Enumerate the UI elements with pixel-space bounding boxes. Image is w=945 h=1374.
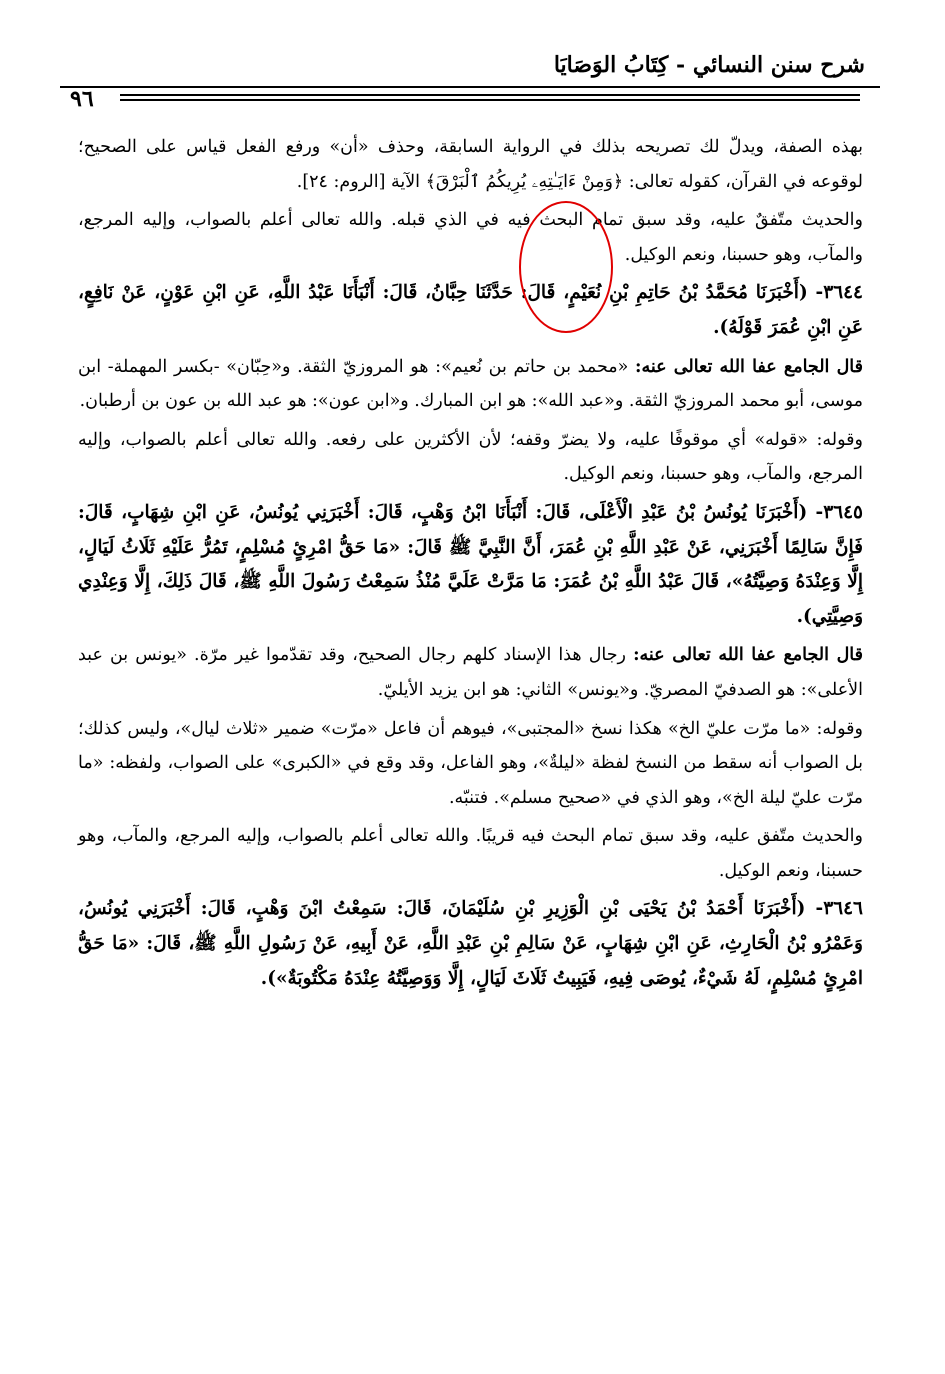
page-body (78, 130, 863, 1000)
page-number: ٩٦ (70, 86, 94, 112)
commentary-lead: قال الجامع عفا الله تعالى عنه: (633, 645, 863, 666)
header-double-rule (120, 94, 860, 104)
commentary-3645 (78, 638, 863, 707)
paragraph-2: والحديث متّفقٌ عليه، وقد سبق تمام البحث فيه في الذي قبله. والله تعالى أعلم بالصواب، وإليه المرجع، والمآب، وهو حسبنا، ونعم الوكيل. (78, 210, 863, 265)
paragraph-9: والحديث متّفق عليه، وقد سبق تمام البحث فيه قريبًا. والله تعالى أعلم بالصواب، وإليه المرجع، والمآب، وهو حسبنا، ونعم الوكيل. (78, 826, 863, 881)
hadith-3644: ٣٦٤٤- (أَخْبَرَنَا مُحَمَّدُ بْنُ حَاتِمِ بْنِ نُعَيْمٍ، قَالَ: حَدَّثَنَا حِبَّانُ، قَالَ: أَنْبَأَنَا عَبْدُ اللَّهِ، عَنِ ابْنِ عَوْنٍ، عَنْ نَافِعٍ، عَنِ ابْنِ عُمَرَ قَوْلَهُ). (78, 282, 863, 338)
commentary-text: «محمد بن حاتم بن نُعيم»: هو المروزيّ الثقة. و«حِبّان» -بكسر المهملة- ابن موسى، أبو محمد المروزيّ الثقة. و«عبد الله»: هو ابن المبارك. و«ابن عون»: هو عبد الله بن عون بن أرطبان. (78, 356, 863, 412)
header-rule (60, 86, 880, 88)
paragraph-1: بهذه الصفة، ويدلّ لك تصريحه بذلك في الرواية السابقة، وحذف «أن» ورفع الفعل قياس على الصحيح؛ لوقوعه في القرآن، كقوله تعالى: ﴿وَمِنْ ءَايَـٰتِهِۦ يُرِيكُمُ ٱلْبَرْقَ﴾ الآية [الروم: ٢٤]. (78, 137, 863, 192)
red-annotation-circle (519, 201, 613, 333)
hadith-3645: ٣٦٤٥- (أَخْبَرَنَا يُونُسُ بْنُ عَبْدِ الْأَعْلَى، قَالَ: أَنْبَأَنَا ابْنُ وَهْبٍ، قَالَ: أَخْبَرَنِي يُونُسُ، عَنِ ابْنِ شِهَابٍ، قَالَ: فَإِنَّ سَالِمًا أَخْبَرَنِي، عَنْ عَبْدِ اللَّهِ بْنِ عُمَرَ، أَنَّ النَّبِيَّ ﷺ قَالَ: «مَا حَقُّ امْرِئٍ مُسْلِمٍ، تَمُرُّ عَلَيْهِ ثَلَاثُ لَيَالٍ، إِلَّا وَعِنْدَهُ وَصِيَّتُهُ»، قَالَ عَبْدُ اللَّهِ بْنُ عُمَرَ: مَا مَرَّتْ عَلَيَّ مُنْذُ سَمِعْتُ رَسُولَ اللَّهِ ﷺ، قَالَ ذَلِكَ، إِلَّا وَعِنْدِي وَصِيَّتِي). (78, 501, 863, 627)
commentary-3644 (78, 350, 863, 419)
paragraph-5: وقوله: «قوله» أي موقوفًا عليه، ولا يضرّ وقفه؛ لأن الأكثرين على رفعه. والله تعالى أعلم بالصواب، وإليه المرجع، والمآب، وهو حسبنا، ونعم الوكيل. (78, 429, 863, 485)
paragraph-8: وقوله: «ما مرّت عليّ الخ» هكذا نسخ «المجتبى»، فيوهم أن فاعل «مرّت» ضمير «ثلاث ليال»، وليس كذلك؛ بل الصواب أنه سقط من النسخ لفظة «ليلةٌ»، وهو الفاعل، وقد وقع في «الكبرى» على الصواب، ولفظه: «ما مرّت عليّ ليلة الخ»، وهو الذي في «صحيح مسلم». فتنبّه. (78, 718, 863, 808)
commentary-lead: قال الجامع عفا الله تعالى عنه: (635, 356, 863, 377)
running-header-title: شرح سنن النسائي - كِتَابُ الوَصَايَا (553, 52, 865, 78)
hadith-3646: ٣٦٤٦- (أَخْبَرَنَا أَحْمَدُ بْنُ يَحْيَى بْنِ الْوَزِيرِ بْنِ سُلَيْمَانَ، قَالَ: سَمِعْتُ ابْنَ وَهْبٍ، قَالَ: أَخْبَرَنِي يُونُسُ، وَعَمْرُو بْنُ الْحَارِثِ، عَنِ ابْنِ شِهَابٍ، عَنْ سَالِمِ بْنِ عَبْدِ اللَّهِ، عَنْ أَبِيهِ، عَنْ رَسُولِ اللَّهِ ﷺ، قَالَ: «مَا حَقُّ امْرِئٍ مُسْلِمٍ، لَهُ شَيْءٌ، يُوصَى فِيهِ، فَيَبِيتُ ثَلَاثَ لَيَالٍ، إِلَّا وَوَصِيَّتُهُ عِنْدَهُ مَكْتُوبَةٌ»). (78, 898, 863, 989)
commentary-text: رجال هذا الإسناد كلهم رجال الصحيح، وقد تقدّموا غير مرّة. «يونس بن عبد الأعلى»: هو الصدفيّ المصريّ. و«يونس» الثاني: هو ابن يزيد الأيليّ. (78, 645, 863, 700)
